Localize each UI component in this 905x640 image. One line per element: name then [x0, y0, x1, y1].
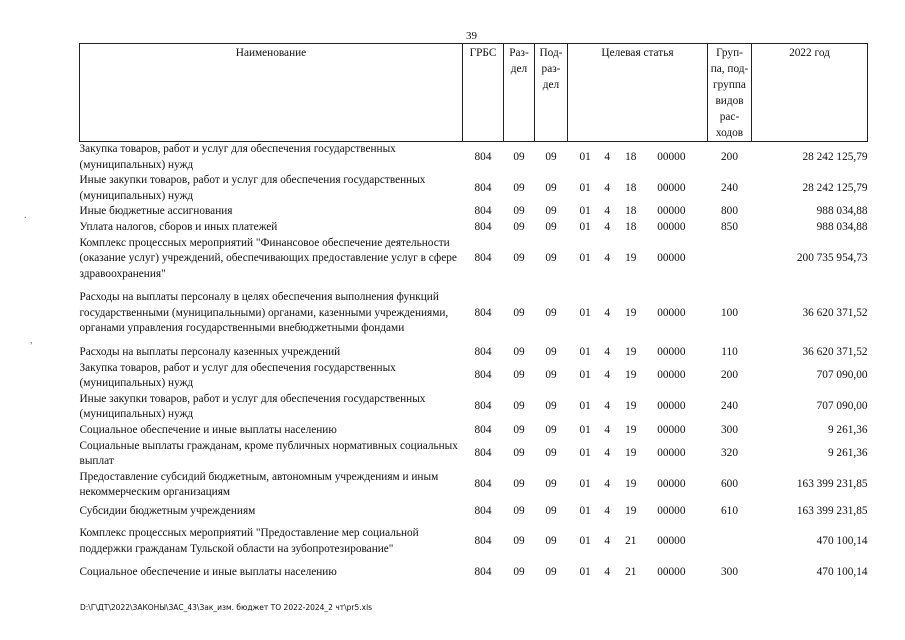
row-grbs: 804 [474, 447, 492, 460]
row-target [568, 501, 708, 523]
row-grbs: 804 [474, 423, 492, 436]
table-row [80, 392, 868, 423]
table-row [80, 142, 868, 174]
row-target [568, 236, 708, 283]
header-target: Целевая статья [568, 44, 708, 142]
row-vr: 240 [721, 181, 738, 194]
header-razdel: Раз- дел [504, 44, 535, 142]
target-part-t2: 4 [604, 534, 610, 547]
row-sum: 28 242 125,79 [802, 181, 868, 194]
file-path-footer: D:\Г\ДТ\2022\ЗАКОНЫ\ЗАС_43\Зак_изм. бюджет ТО 2022-2024_2 чт\pr5.xls [80, 603, 373, 612]
row-name: Комплекс процессных мероприятий "Финансовое обеспечение деятельности (оказание услуг) учреждений, обеспечивающих предоставление услуг в сфере здравоохранения" [79, 236, 457, 280]
target-part-t4: 00000 [657, 221, 686, 233]
table-row [80, 345, 868, 361]
target-part-t3: 21 [625, 534, 637, 547]
row-razdel: 09 [513, 150, 525, 163]
row-target [568, 173, 708, 204]
row-podrazdel: 09 [545, 478, 557, 491]
target-part-t2: 4 [604, 252, 610, 265]
row-target [568, 345, 708, 361]
row-podrazdel: 09 [545, 423, 557, 436]
page-number: 39 [466, 30, 477, 42]
target-part-t4: 00000 [657, 400, 686, 413]
target-part-t4: 00000 [657, 504, 686, 517]
target-part-t2: 4 [604, 150, 610, 163]
row-sum: 9 261,36 [827, 447, 868, 460]
row-podrazdel: 09 [545, 447, 557, 460]
row-target [568, 142, 708, 174]
target-part-t1: 01 [579, 252, 591, 265]
target-part-t2: 4 [604, 447, 610, 460]
row-razdel: 09 [513, 369, 525, 382]
table-row [80, 439, 868, 470]
row-razdel: 09 [513, 252, 525, 265]
target-part-t4: 00000 [657, 205, 686, 218]
row-podrazdel: 09 [545, 400, 557, 413]
row-name: Субсидии бюджетным учреждениям [79, 504, 256, 517]
row-podrazdel: 09 [545, 565, 557, 578]
target-part-t3: 19 [625, 400, 637, 413]
target-part-t1: 01 [579, 400, 591, 413]
row-razdel: 09 [513, 205, 525, 218]
row-target [568, 283, 708, 345]
row-grbs: 804 [474, 306, 492, 319]
row-grbs: 804 [474, 205, 492, 218]
row-name: Предоставление субсидий бюджетным, автономным учреждениям и иным некоммерческим организациям [79, 470, 439, 498]
table-row [80, 220, 868, 236]
row-vr: 200 [721, 369, 738, 382]
target-part-t1: 01 [579, 504, 591, 517]
row-target [568, 523, 708, 561]
target-part-t1: 01 [579, 221, 591, 233]
row-sum: 28 242 125,79 [802, 150, 868, 163]
target-part-t4: 00000 [657, 423, 686, 436]
row-podrazdel: 09 [545, 306, 557, 319]
table-row [80, 501, 868, 523]
row-razdel: 09 [513, 221, 525, 233]
target-part-t3: 18 [625, 205, 637, 218]
target-part-t2: 4 [604, 181, 610, 194]
row-grbs: 804 [474, 369, 492, 382]
row-grbs: 804 [474, 252, 492, 265]
row-razdel: 09 [513, 504, 525, 517]
row-name: Иные закупки товаров, работ и услуг для обеспечения государственных (муниципальных) нужд [79, 392, 426, 420]
scan-mark: , [30, 335, 33, 346]
target-part-t3: 18 [625, 221, 637, 233]
row-target [568, 204, 708, 220]
row-grbs: 804 [474, 345, 492, 358]
row-podrazdel: 09 [545, 534, 557, 547]
table-row [80, 523, 868, 561]
row-razdel: 09 [513, 345, 525, 358]
target-part-t1: 01 [579, 150, 591, 163]
target-part-t4: 00000 [657, 345, 686, 358]
target-part-t4: 00000 [657, 534, 686, 547]
row-target [568, 470, 708, 501]
row-vr: 240 [721, 400, 738, 413]
row-sum: 988 034,88 [816, 205, 868, 218]
target-part-t3: 19 [625, 345, 637, 358]
row-target [568, 220, 708, 236]
row-podrazdel: 09 [545, 504, 557, 517]
row-razdel: 09 [513, 306, 525, 319]
target-part-t1: 01 [579, 423, 591, 436]
row-target [568, 423, 708, 439]
row-vr [708, 523, 752, 561]
target-part-t3: 19 [625, 252, 637, 265]
header-year: 2022 год [752, 44, 868, 142]
row-vr: 110 [721, 345, 738, 358]
table-row [80, 561, 868, 585]
row-razdel: 09 [513, 534, 525, 547]
row-grbs: 804 [474, 534, 492, 547]
row-target [568, 392, 708, 423]
table-row [80, 204, 868, 220]
target-part-t1: 01 [579, 534, 591, 547]
row-name: Закупка товаров, работ и услуг для обеспечения государственных (муниципальных) нужд [79, 361, 396, 389]
row-name: Социальное обеспечение и иные выплаты населению [79, 423, 337, 436]
target-part-t2: 4 [604, 423, 610, 436]
row-podrazdel: 09 [545, 345, 557, 358]
row-podrazdel: 09 [545, 369, 557, 382]
row-grbs: 804 [474, 478, 492, 491]
row-vr: 600 [721, 478, 738, 491]
target-part-t3: 19 [625, 447, 637, 460]
budget-table [79, 43, 868, 585]
target-part-t2: 4 [604, 306, 610, 319]
target-part-t1: 01 [579, 369, 591, 382]
row-grbs: 804 [474, 504, 492, 517]
row-name: Уплата налогов, сборов и иных платежей [79, 221, 278, 233]
row-razdel: 09 [513, 478, 525, 491]
row-target [568, 561, 708, 585]
row-razdel: 09 [513, 423, 525, 436]
target-part-t1: 01 [579, 205, 591, 218]
row-vr: 300 [721, 423, 738, 436]
target-part-t1: 01 [579, 181, 591, 194]
target-part-t2: 4 [604, 221, 610, 233]
target-part-t4: 00000 [657, 478, 686, 491]
target-part-t2: 4 [604, 504, 610, 517]
row-razdel: 09 [513, 565, 525, 578]
target-part-t3: 19 [625, 423, 637, 436]
target-part-t3: 18 [625, 150, 637, 163]
row-vr: 320 [721, 447, 738, 460]
row-name: Иные бюджетные ассигнования [79, 205, 233, 218]
row-grbs: 804 [474, 150, 492, 163]
row-vr: 200 [721, 150, 738, 163]
row-name: Комплекс процессных мероприятий "Предоставление мер социальной поддержки гражданам Тульской области на зубопротезирование" [79, 527, 419, 555]
table-row [80, 236, 868, 283]
row-podrazdel: 09 [545, 221, 557, 233]
target-part-t1: 01 [579, 478, 591, 491]
target-part-t4: 00000 [657, 181, 686, 194]
row-grbs: 804 [474, 221, 492, 233]
row-name: Закупка товаров, работ и услуг для обеспечения государственных (муниципальных) нужд [79, 143, 396, 171]
row-sum: 707 090,00 [816, 369, 868, 382]
target-part-t2: 4 [604, 345, 610, 358]
row-sum: 707 090,00 [816, 400, 868, 413]
row-name: Расходы на выплаты персоналу в целях обеспечения выполнения функций государственными (муниципальными) органами, казенными учреждениями, органами управления государственными внебюджетными фондами [79, 291, 449, 335]
row-grbs: 804 [474, 400, 492, 413]
row-sum: 36 620 371,52 [802, 306, 868, 319]
target-part-t2: 4 [604, 205, 610, 218]
row-vr: 300 [721, 565, 738, 578]
row-vr: 610 [721, 504, 738, 517]
row-razdel: 09 [513, 181, 525, 194]
target-part-t3: 19 [625, 504, 637, 517]
target-part-t3: 19 [625, 478, 637, 491]
table-row [80, 283, 868, 345]
target-part-t4: 00000 [657, 252, 686, 265]
row-vr: 800 [721, 205, 738, 218]
target-part-t2: 4 [604, 400, 610, 413]
scan-mark: . [24, 210, 27, 221]
header-podrazdel: Под- раз- дел [535, 44, 568, 142]
target-part-t1: 01 [579, 447, 591, 460]
row-grbs: 804 [474, 565, 492, 578]
header-vr: Груп- па, под- группа видов рас- ходов [708, 44, 752, 142]
target-part-t2: 4 [604, 369, 610, 382]
header-name: Наименование [80, 44, 463, 142]
row-target [568, 361, 708, 392]
header-grbs: ГРБС [463, 44, 504, 142]
target-part-t1: 01 [579, 306, 591, 319]
table-header-row [80, 44, 868, 142]
target-part-t4: 00000 [657, 306, 686, 319]
target-part-t1: 01 [579, 565, 591, 578]
row-vr [708, 236, 752, 283]
target-part-t3: 19 [625, 369, 637, 382]
row-razdel: 09 [513, 400, 525, 413]
row-name: Социальные выплаты гражданам, кроме публичных нормативных социальных выплат [79, 439, 458, 467]
row-podrazdel: 09 [545, 252, 557, 265]
table-row [80, 470, 868, 501]
table-row [80, 423, 868, 439]
row-sum: 9 261,36 [827, 423, 868, 436]
target-part-t3: 19 [625, 306, 637, 319]
target-part-t1: 01 [579, 345, 591, 358]
row-sum: 200 735 954,73 [796, 252, 868, 265]
table-body [80, 142, 868, 585]
row-sum: 988 034,88 [816, 221, 868, 233]
row-sum: 163 399 231,85 [796, 504, 868, 517]
row-sum: 163 399 231,85 [796, 478, 868, 491]
target-part-t4: 00000 [657, 150, 686, 163]
row-name: Социальное обеспечение и иные выплаты населению [79, 565, 337, 578]
row-podrazdel: 09 [545, 181, 557, 194]
target-part-t3: 21 [625, 565, 637, 578]
row-vr: 100 [721, 306, 738, 319]
row-podrazdel: 09 [545, 205, 557, 218]
target-part-t4: 00000 [657, 369, 686, 382]
target-part-t2: 4 [604, 565, 610, 578]
target-part-t4: 00000 [657, 565, 686, 578]
row-podrazdel: 09 [545, 150, 557, 163]
row-target [568, 439, 708, 470]
row-sum: 36 620 371,52 [802, 345, 868, 358]
row-name: Иные закупки товаров, работ и услуг для обеспечения государственных (муниципальных) нужд [79, 174, 426, 202]
table-row [80, 173, 868, 204]
target-part-t3: 18 [625, 181, 637, 194]
row-razdel: 09 [513, 447, 525, 460]
row-vr: 850 [721, 221, 738, 233]
target-part-t4: 00000 [657, 447, 686, 460]
row-sum: 470 100,14 [816, 565, 868, 578]
row-grbs: 804 [474, 181, 492, 194]
table-row [80, 361, 868, 392]
row-name: Расходы на выплаты персоналу казенных учреждений [79, 345, 341, 358]
target-part-t2: 4 [604, 478, 610, 491]
row-sum: 470 100,14 [816, 534, 868, 547]
